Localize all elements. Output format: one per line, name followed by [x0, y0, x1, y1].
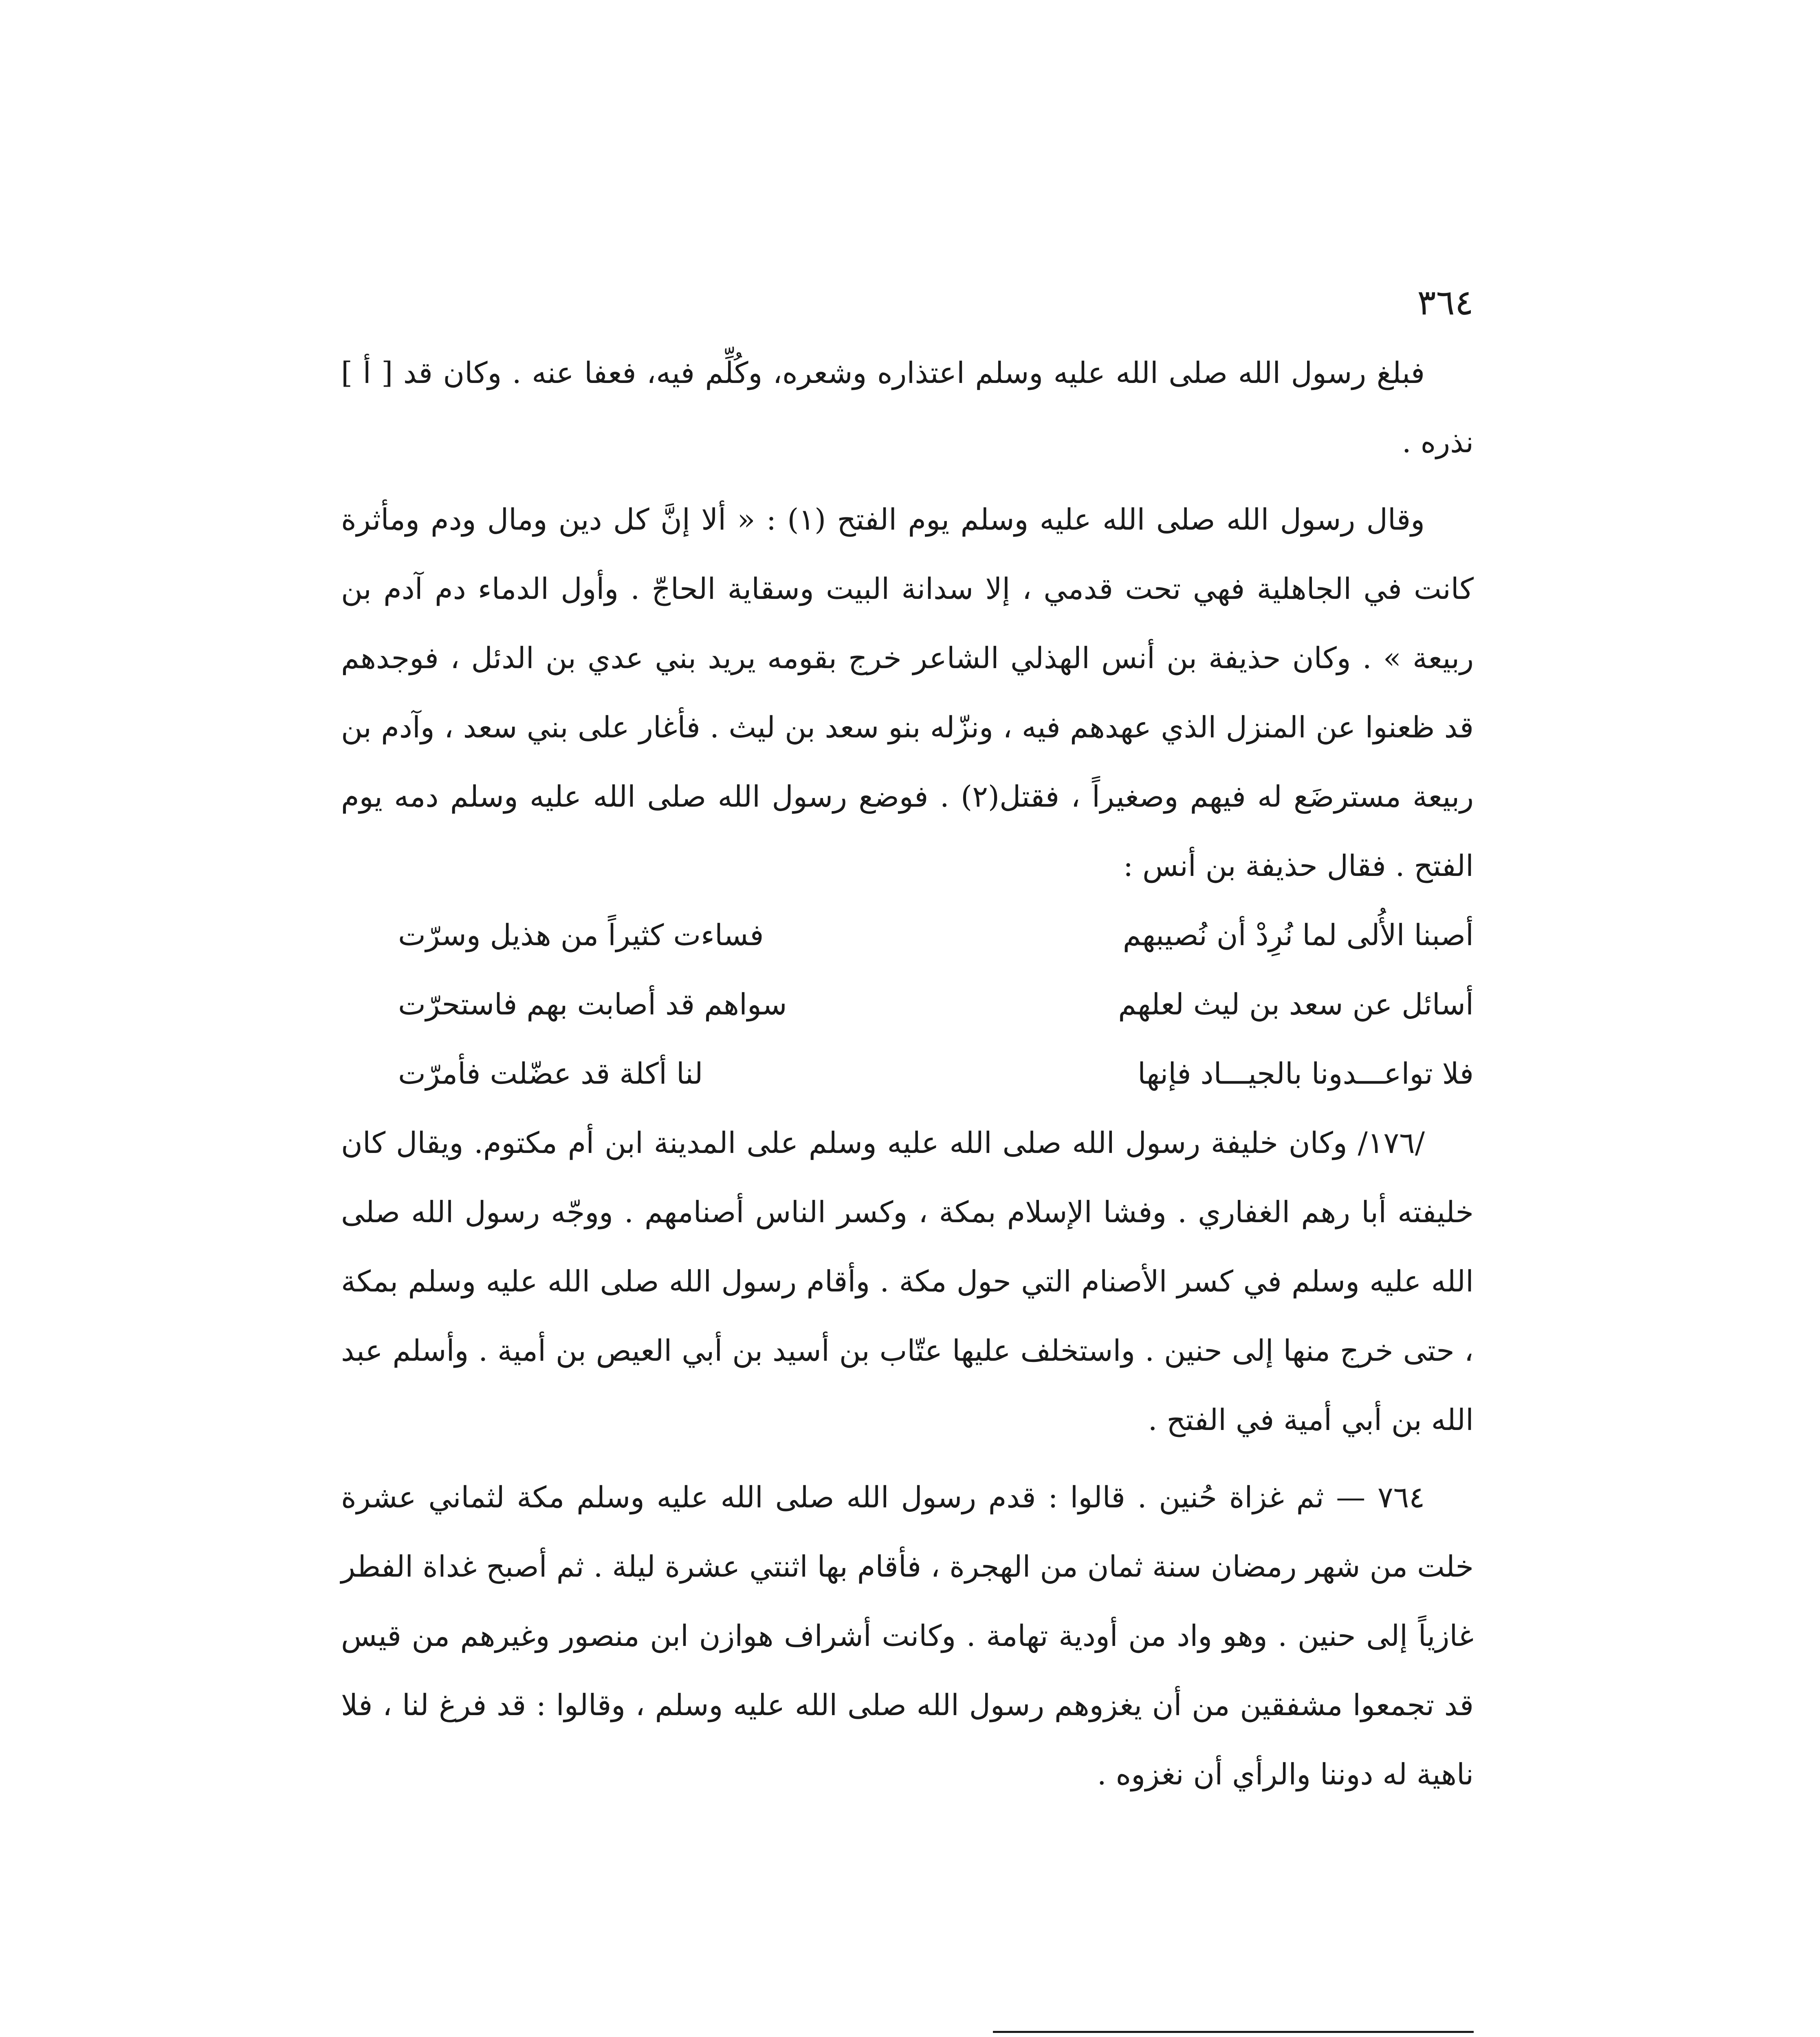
poem-verse [341, 970, 1474, 1039]
page-number: ٣٦٤ [1417, 282, 1474, 323]
main-text [341, 338, 1474, 1809]
paragraph: وقال رسول الله صلى الله عليه وسلم يوم الفتح (١) : « ألا إنَّ كل دين ومال ودم ومأثرة كانت في الجاهلية فهي تحت قدمي ، إلا سدانة البيت وسقاية الحاجّ . وأول الدماء دم آدم بن ربيعة » . وكان حذيفة بن أنس الهذلي الشاعر خرج بقومه يريد بني عدي بن الدئل ، فوجدهم قد ظعنوا عن المنزل الذي عهدهم فيه ، ونزّله بنو سعد بن ليث . فأغار على بني سعد ، وآدم بن ربيعة مسترضَع له فيهم وصغيراً ، فقتل(٢) . فوضع رسول الله صلى الله عليه وسلم دمه يوم الفتح . فقال حذيفة بن أنس : [341, 502, 1474, 883]
paragraph-section-764: ٧٦٤ — ثم غزاة حُنين . قالوا : قدم رسول الله صلى الله عليه وسلم مكة لثماني عشرة خلت من شهر رمضان سنة ثمان من الهجرة ، فأقام بها اثنتي عشرة ليلة . ثم أصبح غداة الفطر غازياً إلى حنين . وهو واد من أودية تهامة . وكانت أشراف هوازن ابن منصور وغيرهم من قيس قد تجمعوا مشفقين من أن يغزوهم رسول الله صلى الله عليه وسلم ، وقالوا : قد فرغ لنا ، فلا ناهية له دوننا والرأي أن نغزوه . [341, 1480, 1474, 1791]
poem-verse [341, 900, 1474, 970]
poem-hemistich-first: أصبنا الأُلى لما نُرِدْ أن نُصيبهم [1122, 918, 1474, 952]
poem [341, 900, 1474, 1108]
poem-hemistich-second: لنا أكلة قد عضّلت فأمرّت [398, 1056, 703, 1091]
footnote-divider [993, 2031, 1474, 2033]
poem-hemistich-second: سواهم قد أصابت بهم فاستحرّت [398, 987, 787, 1021]
poem-hemistich-first: أسائل عن سعد بن ليث لعلهم [1118, 987, 1474, 1021]
paragraph: فبلغ رسول الله صلى الله عليه وسلم اعتذاره وشعره، وكُلِّم فيه، فعفا عنه . وكان قد [ أ ] نذره . [341, 356, 1474, 459]
poem-verse [341, 1039, 1474, 1108]
poem-hemistich-first: فلا تواعـــدونا بالجيـــاد فإنها [1138, 1056, 1474, 1091]
poem-hemistich-second: فساءت كثيراً من هذيل وسرّت [398, 918, 764, 952]
paragraph: /١٧٦/ وكان خليفة رسول الله صلى الله عليه وسلم على المدينة ابن أم مكتوم. ويقال كان خليفته أبا رهم الغفاري . وفشا الإسلام بمكة ، وكسر الناس أصنامهم . ووجّه رسول الله صلى الله عليه وسلم في كسر الأصنام التي حول مكة . وأقام رسول الله صلى الله عليه وسلم بمكة ، حتى خرج منها إلى حنين . واستخلف عليها عتّاب بن أسيد بن أبي العيص بن أمية . وأسلم عبد الله بن أبي أمية في الفتح . [341, 1126, 1474, 1437]
